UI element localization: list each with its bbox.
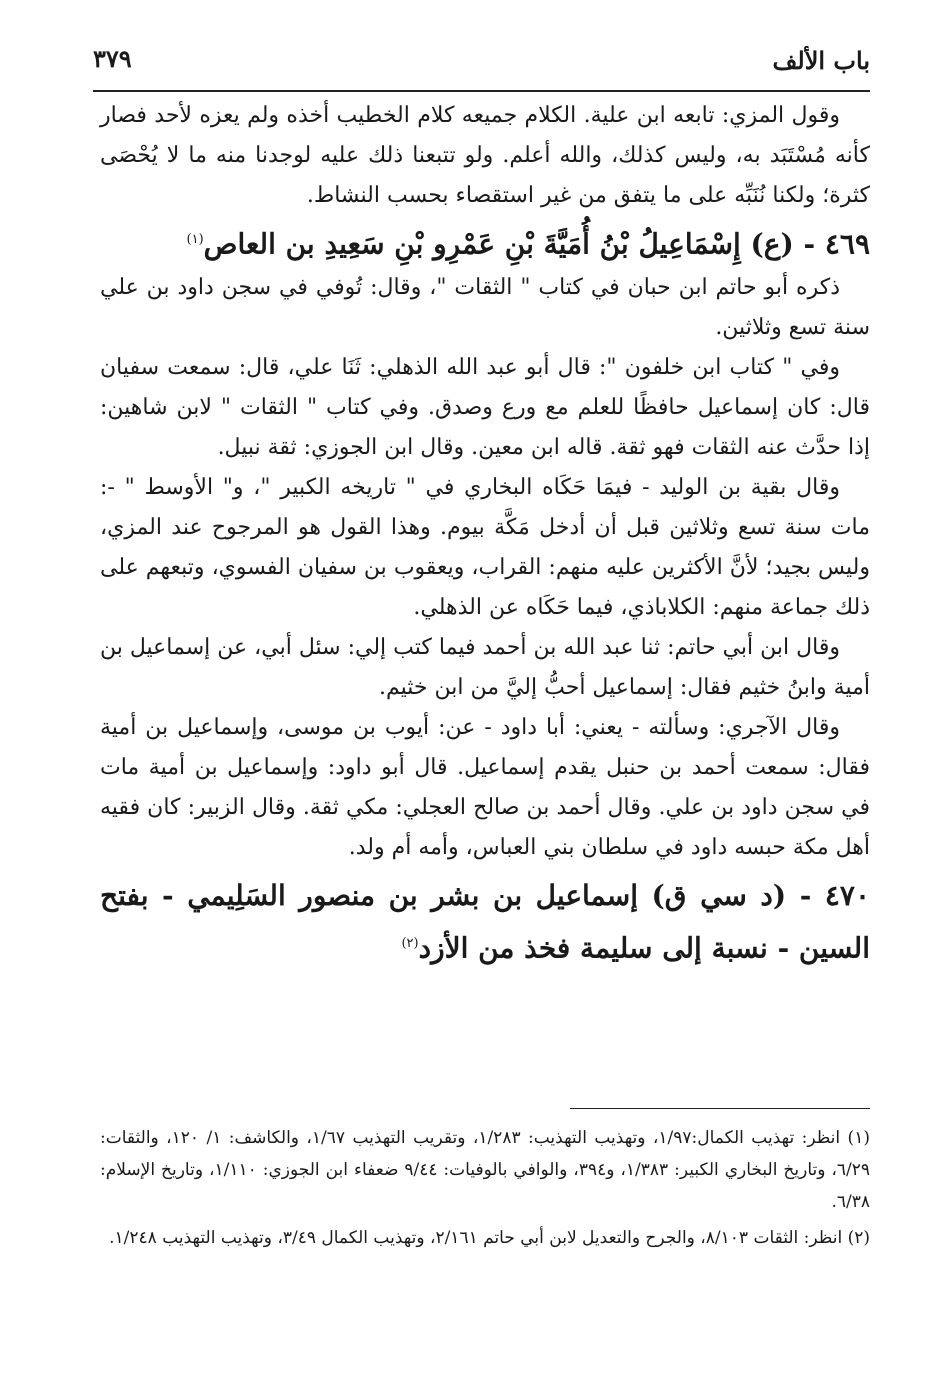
paragraph-ibn-hibban: ذكره أبو حاتم ابن حبان في كتاب " الثقات "، وقال: تُوفي في سجن داود بن علي سنة تسع وثلاثين.: [100, 275, 870, 341]
entry-heading-470-text: ٤٧٠ - (د سي ق) إسماعيل بن بشر بن منصور السَلِيمي - بفتح السين - نسبة إلى سليمة فخذ من الأزد: [100, 879, 870, 965]
paragraph-ajurri: وقال الآجري: وسألته - يعني: أبا داود - عن: أيوب بن موسى، وإسماعيل بن أمية فقال: سمعت أحمد بن حنبل يقدم إسماعيل. قال أبو داود: وإسماعيل بن أمية مات في سجن داود بن علي. وقال أحمد بن صالح العجلي: مكي ثقة. وقال الزبير: كان فقيه أهل مكة حبسه داود في سلطان بني العباس، وأمه أم ولد.: [100, 715, 870, 861]
entry-heading-469-text: ٤٦٩ - (ع) إِسْمَاعِيلُ بْنُ أُمَيَّةَ بْنِ عَمْرِو بْنِ سَعِيدِ بن العاص: [203, 227, 870, 261]
paragraph-ibn-khalfun: وفي " كتاب ابن خلفون ": قال أبو عبد الله الذهلي: ثَنَا علي، قال: سمعت سفيان قال: كان إسماعيل حافظًا للعلم مع ورع وصدق. وفي كتاب " الثقات " لابن شاهين: إذا حدَّث عنه الثقات فهو ثقة. قاله ابن معين. وقال ابن الجوزي: ثقة نبيل.: [100, 355, 870, 461]
page-header: [93, 40, 870, 92]
footnote-divider: [570, 1108, 870, 1109]
footnote-1: (١) انظر: تهذيب الكمال:١/٩٧، وتهذيب التهذيب: ١/٢٨٣، وتقريب التهذيب ١/٦٧، والكاشف: ١/ ١٢٠، والثقات: ٦/٢٩، وتاريخ البخاري الكبير: ١/٣٨٣، و٣٩٤، والوافي بالوفيات: ٩/٤٤ ضعفاء ابن الجوزي: ١/١١٠، وتاريخ الإسلام: ٦/٣٨.: [100, 1128, 871, 1212]
footnote-ref-1: (١): [186, 232, 204, 247]
page-number: ٣٧٩: [93, 44, 132, 73]
running-title: باب الألف: [772, 46, 870, 75]
entry-heading-470: [100, 872, 870, 972]
footnote-ref-2: (٢): [401, 936, 419, 952]
paragraph-mizzi-comment: وقول المزي: تابعه ابن علية. الكلام جميعه كلام الخطيب أخذه ولم يعزه لأحد فصار كأنه مُسْتَبَد به، وليس كذلك، والله أعلم. ولو تتبعنا ذلك عليه لوجدنا منه ما لا يُحْصَى كثرة؛ ولكنا نُنَبِّه على ما يتفق من غير استقصاء بحسب النشاط.: [100, 103, 870, 208]
entry-heading-469: [100, 216, 870, 268]
paragraph-baqiyya: وقال بقية بن الوليد - فيمَا حَكَاه البخاري في " تاريخه الكبير "، و" الأوسط " -: مات سنة تسع وثلاثين قبل أن أدخل مَكَّة بيوم. وهذا القول هو المرجوح عند المزي، وليس بجيد؛ لأنَّ الأكثرين عليه منهم: القراب، ويعقوب بن سفيان الفسوي، وتبعهم على ذلك جماعة منهم: الكلاباذي، فيما حَكَاه عن الذهلي.: [100, 475, 870, 621]
footnote-2: (٢) انظر: الثقات ٨/١٠٣، والجرح والتعديل لابن أبي حاتم ٢/١٦١، وتهذيب الكمال ٣/٤٩، وتهذيب التهذيب ١/٢٤٨.: [109, 1228, 870, 1248]
main-text: [100, 96, 870, 973]
paragraph-ibn-abi-hatim: وقال ابن أبي حاتم: ثنا عبد الله بن أحمد فيما كتب إلي: سئل أبي، عن إسماعيل بن أمية وابنُ خثيم فقال: إسماعيل أحبُّ إليَّ من ابن خثيم.: [100, 635, 870, 701]
